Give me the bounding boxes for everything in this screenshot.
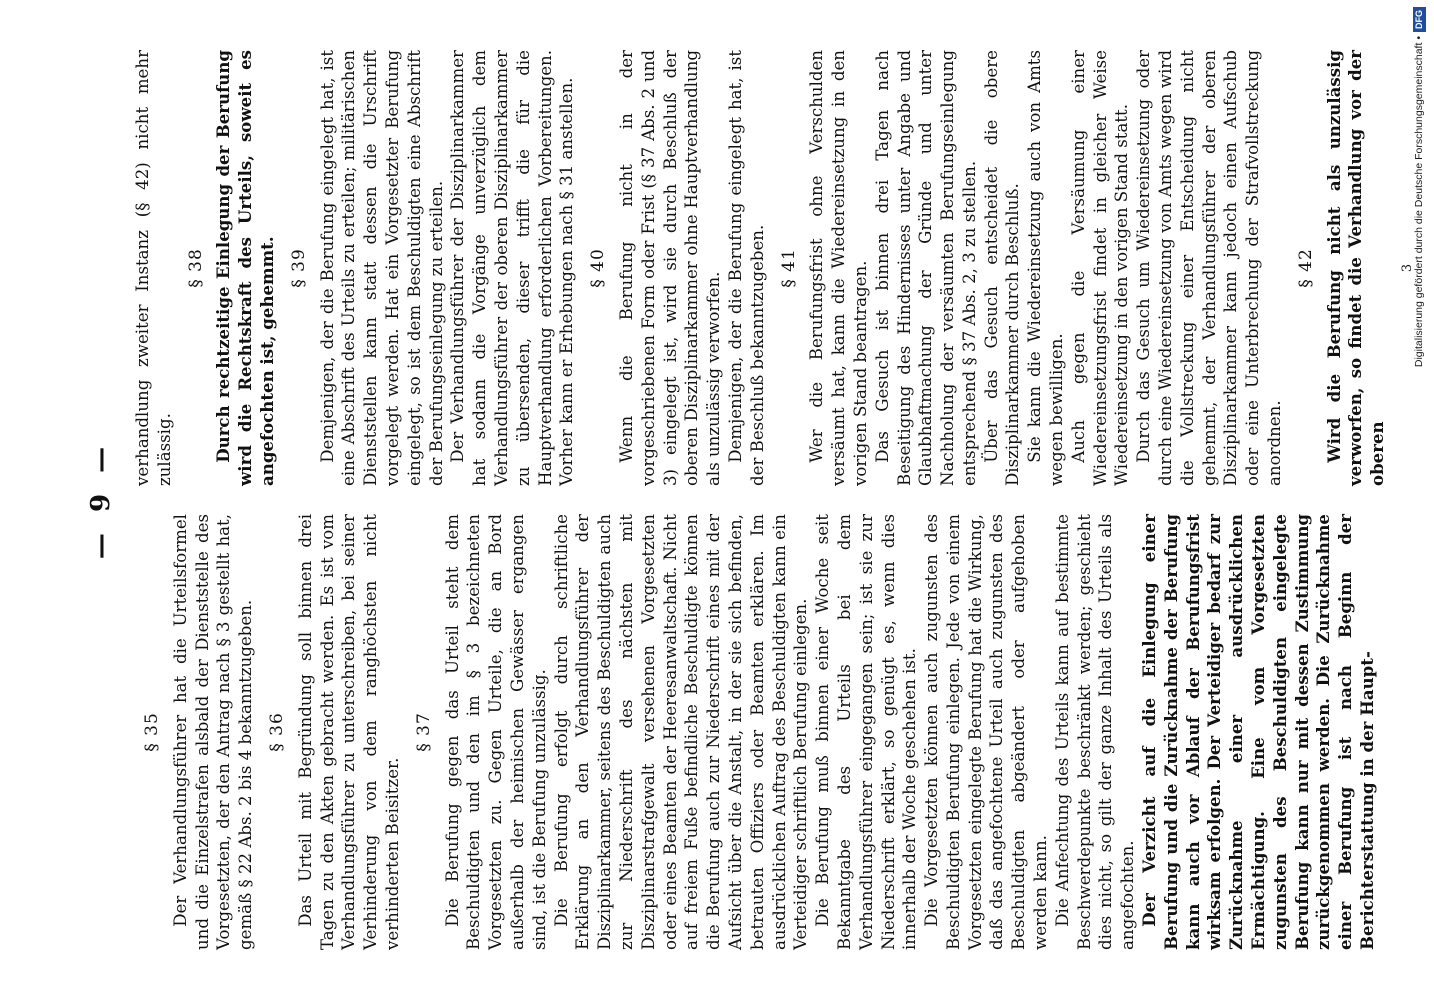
page-number-header: — 9 —: [86, 440, 116, 560]
section-36-paragraph: Das Urteil mit Begründung soll binnen drei Tagen zu den Akten gebracht werden. Es ist vom Verhandlungsführer zu unterschreiben, bei seiner Verhinderung von dem ranghöchsten nicht verhinderten Beisitzer.: [295, 514, 402, 950]
section-42-heading: § 42: [1295, 248, 1316, 288]
section-40-heading: § 40: [588, 248, 609, 288]
section-38-heading: § 38: [185, 248, 206, 288]
section-37-paragraph-6: Der Verzicht auf die Einlegung einer Berufung und die Zurücknahme der Berufung kann auch vor Ablauf der Berufungsfrist wirksam erfolgen. Der Verteidiger bedarf zur Zurücknahme einer ausdrücklichen Ermächtigung. Eine vom Vorgesetzten zugunsten des Beschuldigten eingelegte Berufung kann nur mit dessen Zustimmung zurückgenommen werden. Die Zurücknahme einer Berufung ist nach Beginn der Berichterstattung in der Haupt-: [1139, 514, 1378, 950]
section-36-heading: § 36: [266, 712, 287, 752]
section-39-heading: § 39: [288, 248, 309, 288]
section-35-heading: § 35: [142, 712, 162, 752]
section-40-paragraph-2: Demjenigen, der die Berufung eingelegt hat, ist der Beschluß bekanntzugeben.: [725, 50, 767, 486]
text-columns: [132, 50, 1419, 950]
document-page: [80, 40, 1416, 960]
section-39-paragraph-2: Der Verhandlungsführer der Disziplinarkammer hat sodann die Vorgänge unverzüglich dem Verhandlungsführer der oberen Disziplinarkammer zu übersenden, dieser trifft die für die Hauptverhandlung erforderlichen Vorbereitungen. Vorher kann er Erhebungen nach § 31 anstellen.: [448, 50, 577, 486]
section-37-paragraph-4: Die Vorgesetzten können auch zugunsten des Beschuldigten Berufung einlegen. Jede von einem Vorgesetzten eingelegte Berufung hat die Wirkung, daß das angefochtene Urteil auch zugunsten des Beschuldigten abgeändert oder aufgehoben werden kann.: [922, 514, 1051, 950]
section-41-paragraph-2: Das Gesuch ist binnen drei Tagen nach Beseitigung des Hindernisses unter Angabe und Glaubhaftmachung der Gründe und unter Nachholung der versäumten Berufungseinlegung entsprechend § 37 Abs. 2, 3 zu stellen.: [872, 50, 979, 486]
section-37-paragraph-5: Die Anfechtung des Urteils kann auf bestimmte Beschwerdepunkte beschränkt werden; geschieht dies nicht, so gilt der ganze Inhalt des Urteils als angefochten.: [1052, 514, 1138, 950]
section-41-heading: § 41: [778, 248, 799, 288]
left-column: [132, 514, 1379, 950]
digitization-credit-text: Digitalisierung gefördert durch die Deutsche Forschungsgemeinschaft •: [1413, 36, 1425, 368]
section-37-heading: § 37: [413, 712, 434, 752]
section-40-paragraph-1: Wenn die Berufung nicht in der vorgeschriebenen Form oder Frist (§ 37 Abs. 2 und 3) eingelegt ist, wird sie durch Beschluß der oberen Disziplinarkammer ohne Hauptverhandlung als unzulässig verworfen.: [616, 50, 724, 486]
section-38-paragraph: Durch rechtzeitige Einlegung der Berufung wird die Rechtskraft des Urteils, soweit es angefochten ist, gehemmt.: [213, 50, 277, 486]
digitization-credit: [1411, 7, 1427, 997]
section-37-paragraph-3: Die Berufung muß binnen einer Woche seit Bekanntgabe des Urteils bei dem Verhandlungsführer eingegangen sein; ist sie zur Niederschrift erklärt, so genügt es, wenn dies innerhalb der Woche geschehen ist.: [813, 514, 920, 950]
continued-paragraph: verhandlung zweiter Instanz (§ 42) nicht mehr zulässig.: [133, 50, 174, 486]
section-37-paragraph-1: Die Berufung gegen das Urteil steht dem Beschuldigten und den im § 3 bezeichneten Vorgesetzten zu. Gegen Urteile, die an Bord außerhalb der heimischen Gewässer ergangen sind, ist die Berufung unzulässig.: [442, 514, 549, 950]
section-41-paragraph-1: Wer die Berufungsfrist ohne Verschulden versäumt hat, kann die Wiedereinsetzung in den vorigen Stand beantragen.: [807, 50, 870, 486]
section-41-paragraph-6: Durch das Gesuch um Wiedereinsetzung oder durch eine Wiedereinsetzung von Amts wegen wird die Vollstreckung einer Entscheidung nicht gehemmt, der Verhandlungsführer der oberen Disziplinarkammer kann jedoch einen Aufschub oder eine Unterbrechung der Strafvollstreckung anordnen.: [1134, 50, 1285, 486]
section-37-paragraph-2: Die Berufung erfolgt durch schriftliche Erklärung an den Verhandlungsführer der Disziplinarkammer, seitens des Beschuldigten auch zur Niederschrift des nächsten mit Disziplinarstrafgewalt versehenen Vorgesetzten oder eines Beamten der Heeresanwaltschaft. Nicht auf freiem Fuße befindliche Beschuldigte können die Berufung auch zur Niederschrift eines mit der Aufsicht über die Anstalt, in der sie sich befinden, betrauten Offiziers oder Beamten erklären. Im ausdrücklichen Auftrag des Beschuldigten kann ein Verteidiger schriftlich Berufung einlegen.: [551, 514, 811, 950]
page-signature-mark: 3: [1400, 263, 1416, 273]
dfg-logo-icon: DFG: [1413, 7, 1426, 32]
section-42-paragraph: Wird die Berufung nicht als unzulässig verworfen, so findet die Verhandlung vor der oberen: [1323, 50, 1388, 486]
section-41-paragraph-3: Über das Gesuch entscheidet die obere Disziplinarkammer durch Beschluß.: [981, 50, 1023, 486]
right-column: [132, 50, 1419, 486]
section-41-paragraph-5: Auch gegen die Versäumung einer Wiedereinsetzungsfrist findet in gleicher Weise Wiedereinsetzung in den vorigen Stand statt.: [1068, 50, 1132, 486]
section-39-paragraph-1: Demjenigen, der die Berufung eingelegt hat, ist eine Abschrift des Urteils zu erteilen; militärischen Dienststellen kann statt dessen die Urschrift vorgelegt werden. Hat ein Vorgesetzter Berufung eingelegt, so ist dem Beschuldigten eine Abschrift der Berufungseinlegung zu erteilen.: [317, 50, 446, 486]
section-41-paragraph-4: Sie kann die Wiedereinsetzung auch von Amts wegen bewilligen.: [1025, 50, 1067, 486]
section-35-paragraph: Der Verhandlungsführer hat die Urteilsformel und die Einzelstrafen alsbald der Dienststelle des Vorgesetzten, der den Antrag nach § 3 gestellt hat, gemäß § 22 Abs. 2 bis 4 bekanntzugeben.: [170, 514, 256, 950]
